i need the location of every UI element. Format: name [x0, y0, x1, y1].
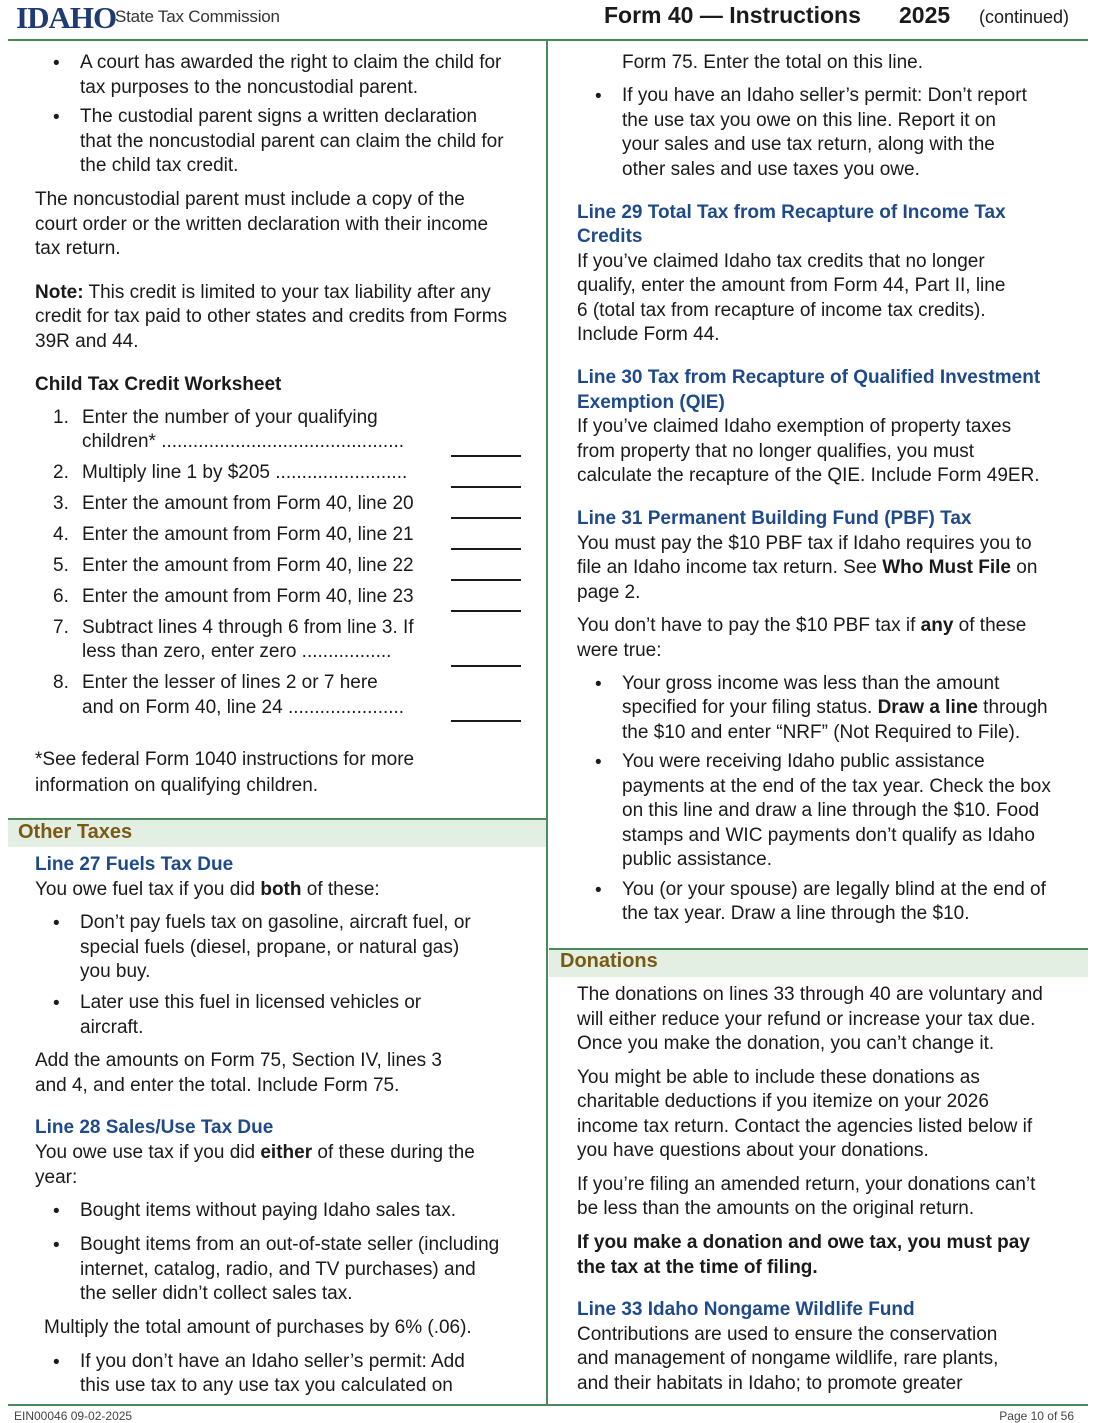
worksheet-line7-text: Subtract lines 4 through 6 from line 3. If: [82, 617, 414, 638]
line27-bullet1: Don’t pay fuels tax on gasoline, aircraft fuel, or: [80, 912, 471, 933]
line29-paragraph: Include Form 44.: [577, 324, 720, 345]
worksheet-blank-3[interactable]: [451, 517, 521, 519]
worksheet-blank-8[interactable]: [451, 720, 521, 722]
text-run-bold: either: [260, 1142, 313, 1163]
pbf-bullet3: You (or your spouse) are legally blind at the end of: [622, 879, 1046, 900]
form-year: 2025: [899, 2, 951, 28]
text-run: file an Idaho income tax return. See: [577, 557, 883, 578]
line27-bullet1: you buy.: [80, 961, 151, 982]
paragraph-line: court order or the written declaration with their income: [35, 214, 489, 235]
line28-paragraph: Multiply the total amount of purchases by 6% (.06).: [44, 1317, 472, 1338]
line31-paragraph: You must pay the $10 PBF tax if Idaho requires you to: [577, 533, 1032, 554]
column-divider: [546, 41, 548, 1405]
line27-intro: [35, 878, 380, 903]
note-text: This credit is limited to your tax liability after any: [83, 282, 491, 303]
bullet-marker: •: [595, 880, 602, 901]
bullet-declaration-line3: the child tax credit.: [80, 155, 239, 176]
worksheet-line8-text: and on Form 40, line 24 ......................: [82, 697, 405, 718]
idaho-logo: IDAHO: [16, 0, 117, 35]
text-run: of these: [953, 615, 1027, 636]
line30-paragraph: If you’ve claimed Idaho exemption of property taxes: [577, 416, 1012, 437]
text-run: specified for your filing status.: [622, 697, 878, 718]
note-line3: 39R and 44.: [35, 331, 139, 352]
note-line1: [35, 281, 491, 306]
worksheet-blank-1[interactable]: [451, 455, 521, 457]
donations-paragraph2: charitable deductions if you itemize on your 2026: [577, 1091, 989, 1112]
line30-title: Line 30 Tax from Recapture of Qualified Investment: [577, 367, 1041, 388]
bullet-marker: •: [53, 913, 60, 934]
line33-paragraph: and management of nongame wildlife, rare plants,: [577, 1348, 999, 1369]
worksheet-num: 8.: [53, 672, 69, 693]
line33-title: Line 33 Idaho Nongame Wildlife Fund: [577, 1299, 915, 1320]
worksheet-line8-text: Enter the lesser of lines 2 or 7 here: [82, 672, 378, 693]
donations-warning: If you make a donation and owe tax, you must pay: [577, 1232, 1030, 1253]
agency-name: State Tax Commission: [115, 7, 280, 26]
worksheet-num: 4.: [53, 524, 69, 545]
paragraph-line: The noncustodial parent must include a copy of the: [35, 189, 465, 210]
continued-text: Form 75. Enter the total on this line.: [622, 52, 923, 73]
text-run: through: [977, 697, 1048, 718]
worksheet-blank-2[interactable]: [451, 486, 521, 488]
bullet-marker: •: [595, 752, 602, 773]
donations-warning: the tax at the time of filing.: [577, 1257, 818, 1278]
pbf-bullet2: stamps and WIC payments don’t qualify as Idaho: [622, 825, 1035, 846]
donations-paragraph3: If you’re filing an amended return, your donations can’t: [577, 1174, 1036, 1195]
bullet-marker: •: [53, 993, 60, 1014]
worksheet-line1-text: Enter the number of your qualifying: [82, 407, 378, 428]
line27-paragraph: Add the amounts on Form 75, Section IV, lines 3: [35, 1050, 442, 1071]
continued-label: (continued): [979, 7, 1070, 27]
worksheet-blank-6[interactable]: [451, 610, 521, 612]
line28-bullet3: If you don’t have an Idaho seller’s permit: Add: [80, 1351, 465, 1372]
line33-paragraph: and their habitats in Idaho; to promote greater: [577, 1373, 963, 1394]
donations-paragraph1: Once you make the donation, you can’t change it.: [577, 1033, 995, 1054]
note-label: Note:: [35, 282, 84, 303]
line27-bullet2: Later use this fuel in licensed vehicles or: [80, 992, 422, 1013]
bullet-marker: •: [595, 674, 602, 695]
page-number: Page 10 of 56: [999, 1409, 1074, 1423]
worksheet-line2-text: Multiply line 1 by $205 .........................: [82, 462, 408, 483]
line28-intro: [35, 1141, 475, 1166]
footnote-line1: *See federal Form 1040 instructions for more: [35, 749, 415, 770]
donations-paragraph2: you have questions about your donations.: [577, 1140, 929, 1161]
line28-bullet3: this use tax to any use tax you calculated on: [80, 1375, 453, 1396]
worksheet-line1-text: children* ..............................................: [82, 431, 405, 452]
line30-paragraph: calculate the recapture of the QIE. Include Form 49ER.: [577, 465, 1040, 486]
who-must-file-ref: Who Must File: [882, 557, 1011, 578]
page-header: [0, 0, 1099, 40]
line30-paragraph: from property that no longer qualifies, you must: [577, 441, 975, 462]
line31-paragraph: [577, 556, 1037, 581]
pbf-bullet1: [622, 696, 1048, 721]
bullet-declaration-line2: that the noncustodial parent can claim the child for: [80, 131, 504, 152]
line31-paragraph2: were true:: [577, 640, 662, 661]
header-divider: [8, 39, 1088, 41]
line28-bullet2: internet, catalog, radio, and TV purchases) and: [80, 1259, 476, 1280]
donations-paragraph2: income tax return. Contact the agencies listed below if: [577, 1116, 1033, 1137]
text-run: on: [1011, 557, 1038, 578]
line33-paragraph: Contributions are used to ensure the conservation: [577, 1324, 998, 1345]
donations-paragraph3: be less than the amounts on the original return.: [577, 1198, 975, 1219]
worksheet-num: 2.: [53, 462, 69, 483]
section-title-other-taxes: Other Taxes: [18, 821, 133, 843]
worksheet-line4-text: Enter the amount from Form 40, line 21: [82, 524, 414, 545]
worksheet-blank-4[interactable]: [451, 548, 521, 550]
bullet-marker: •: [53, 107, 60, 128]
bullet-court-line2: tax purposes to the noncustodial parent.: [80, 77, 419, 98]
line28-title: Line 28 Sales/Use Tax Due: [35, 1117, 274, 1138]
worksheet-line3-text: Enter the amount from Form 40, line 20: [82, 493, 414, 514]
paragraph-line: tax return.: [35, 238, 121, 259]
permit-bullet: If you have an Idaho seller’s permit: Don’t report: [622, 85, 1027, 106]
worksheet-blank-7[interactable]: [451, 665, 521, 667]
worksheet-line7-text: less than zero, enter zero .................: [82, 641, 392, 662]
worksheet-num: 5.: [53, 555, 69, 576]
line27-paragraph: and 4, and enter the total. Include Form 75.: [35, 1075, 400, 1096]
worksheet-line6-text: Enter the amount from Form 40, line 23: [82, 586, 414, 607]
line27-bullet1: special fuels (diesel, propane, or natural gas): [80, 937, 460, 958]
bullet-marker: •: [53, 1235, 60, 1256]
pbf-bullet1: Your gross income was less than the amount: [622, 673, 1000, 694]
footer-code: EIN00046 09-02-2025: [14, 1409, 133, 1423]
pbf-bullet3: the tax year. Draw a line through the $10.: [622, 903, 970, 924]
form-title: Form 40 — Instructions: [604, 2, 861, 28]
bullet-marker: •: [53, 1201, 60, 1222]
line27-bullet2: aircraft.: [80, 1017, 144, 1038]
line29-paragraph: 6 (total tax from recapture of income tax credits).: [577, 300, 986, 321]
footnote-line2: information on qualifying children.: [35, 775, 319, 796]
bullet-court-line1: A court has awarded the right to claim the child for: [80, 52, 502, 73]
footer-divider: [8, 1404, 1088, 1406]
line29-paragraph: qualify, enter the amount from Form 44, Part II, line: [577, 275, 1006, 296]
line27-title: Line 27 Fuels Tax Due: [35, 854, 234, 875]
text-run: of these during the: [312, 1142, 475, 1163]
permit-bullet: other sales and use taxes you owe.: [622, 159, 920, 180]
pbf-bullet2: payments at the end of the tax year. Check the box: [622, 776, 1051, 797]
text-run-bold: both: [260, 879, 302, 900]
line28-intro-end: year:: [35, 1167, 78, 1188]
bullet-marker: •: [595, 86, 602, 107]
line31-paragraph: page 2.: [577, 582, 641, 603]
worksheet-line5-text: Enter the amount from Form 40, line 22: [82, 555, 414, 576]
line31-paragraph2: [577, 614, 1026, 639]
text-run: You owe fuel tax if you did: [35, 879, 261, 900]
worksheet-num: 3.: [53, 493, 69, 514]
line28-bullet1: Bought items without paying Idaho sales tax.: [80, 1200, 457, 1221]
text-run-bold: any: [920, 615, 954, 636]
pbf-bullet2: on this line and draw a line through the $10. Food: [622, 800, 1040, 821]
permit-bullet: the use tax you owe on this line. Report it on: [622, 110, 996, 131]
page-footer: [14, 1409, 1084, 1423]
permit-bullet: your sales and use tax return, along with the: [622, 134, 995, 155]
line29-title: Credits: [577, 226, 643, 247]
text-run: You don’t have to pay the $10 PBF tax if: [577, 615, 921, 636]
worksheet-num: 6.: [53, 586, 69, 607]
line29-title: Line 29 Total Tax from Recapture of Income Tax: [577, 202, 1006, 223]
pbf-bullet2: You were receiving Idaho public assistance: [622, 751, 985, 772]
worksheet-title: Child Tax Credit Worksheet: [35, 374, 282, 395]
text-run: You owe use tax if you did: [35, 1142, 261, 1163]
text-run: of these:: [301, 879, 380, 900]
text-run-bold: Draw a line: [877, 697, 978, 718]
line28-bullet2: the seller didn’t collect sales tax.: [80, 1283, 353, 1304]
donations-paragraph2: You might be able to include these donations as: [577, 1067, 980, 1088]
bullet-declaration-line1: The custodial parent signs a written declaration: [80, 106, 478, 127]
worksheet-num: 1.: [53, 407, 69, 428]
bullet-marker: •: [53, 1352, 60, 1373]
section-title-donations: Donations: [560, 950, 658, 972]
pbf-bullet1: the $10 and enter “NRF” (Not Required to File).: [622, 722, 1021, 743]
line28-bullet2: Bought items from an out-of-state seller (including: [80, 1234, 500, 1255]
line30-title: Exemption (QIE): [577, 392, 725, 413]
pbf-bullet2: public assistance.: [622, 849, 772, 870]
donations-paragraph1: will either reduce your refund or increase your tax due.: [577, 1009, 1036, 1030]
worksheet-blank-5[interactable]: [451, 579, 521, 581]
line31-title: Line 31 Permanent Building Fund (PBF) Tax: [577, 508, 972, 529]
line29-paragraph: If you’ve claimed Idaho tax credits that no longer: [577, 251, 985, 272]
bullet-marker: •: [53, 53, 60, 74]
note-line2: credit for tax paid to other states and credits from Forms: [35, 306, 508, 327]
worksheet-num: 7.: [53, 617, 69, 638]
donations-paragraph1: The donations on lines 33 through 40 are voluntary and: [577, 984, 1043, 1005]
